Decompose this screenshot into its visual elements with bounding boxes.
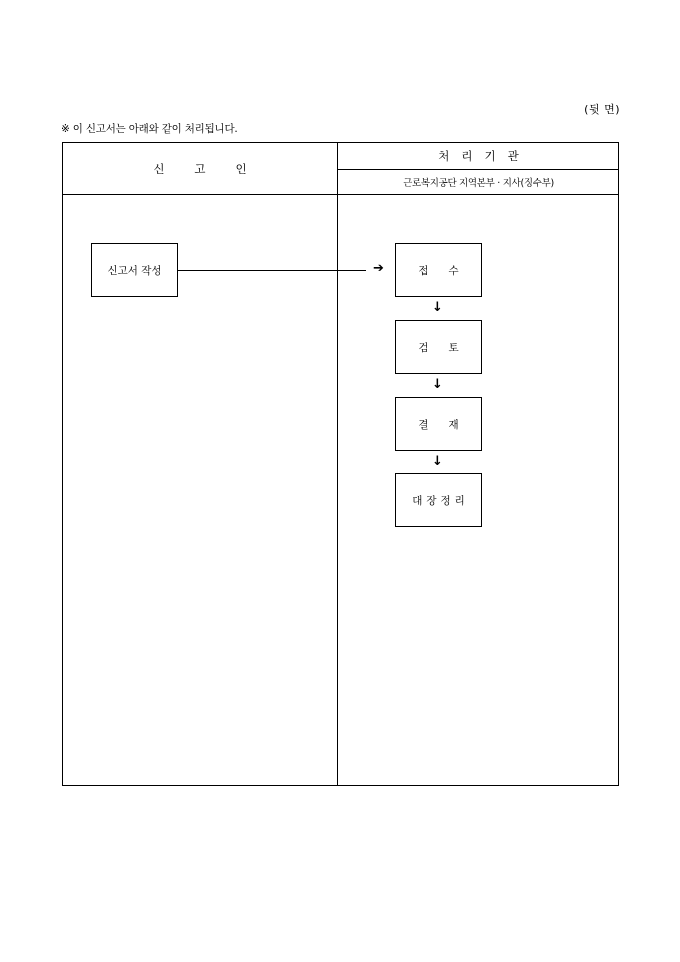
- header-divider: [63, 194, 618, 195]
- arrow-down-icon: ↓: [432, 454, 443, 469]
- step-review-box: 검토: [395, 320, 482, 374]
- arrow-down-icon: ↓: [432, 300, 443, 315]
- agency-header: 처리기관: [438, 149, 531, 163]
- reporter-header: 신고인: [153, 161, 277, 176]
- agency-subheader: 근로복지공단 지역본부 · 지사(징수부): [403, 178, 554, 189]
- column-divider: [337, 143, 338, 785]
- flow-connector-line: [178, 270, 366, 271]
- page-note: (뒷 면): [584, 103, 620, 116]
- step-approval-box: 결재: [395, 397, 482, 451]
- write-report-box: 신고서 작성: [91, 243, 178, 297]
- arrow-down-icon: ↓: [432, 377, 443, 392]
- step-ledger-box: 대장정리: [395, 473, 482, 527]
- process-table: [62, 142, 619, 786]
- intro-note: ※ 이 신고서는 아래와 같이 처리됩니다.: [61, 123, 238, 135]
- arrow-right-icon: ➔: [373, 261, 384, 276]
- step-receive-box: 접수: [395, 243, 482, 297]
